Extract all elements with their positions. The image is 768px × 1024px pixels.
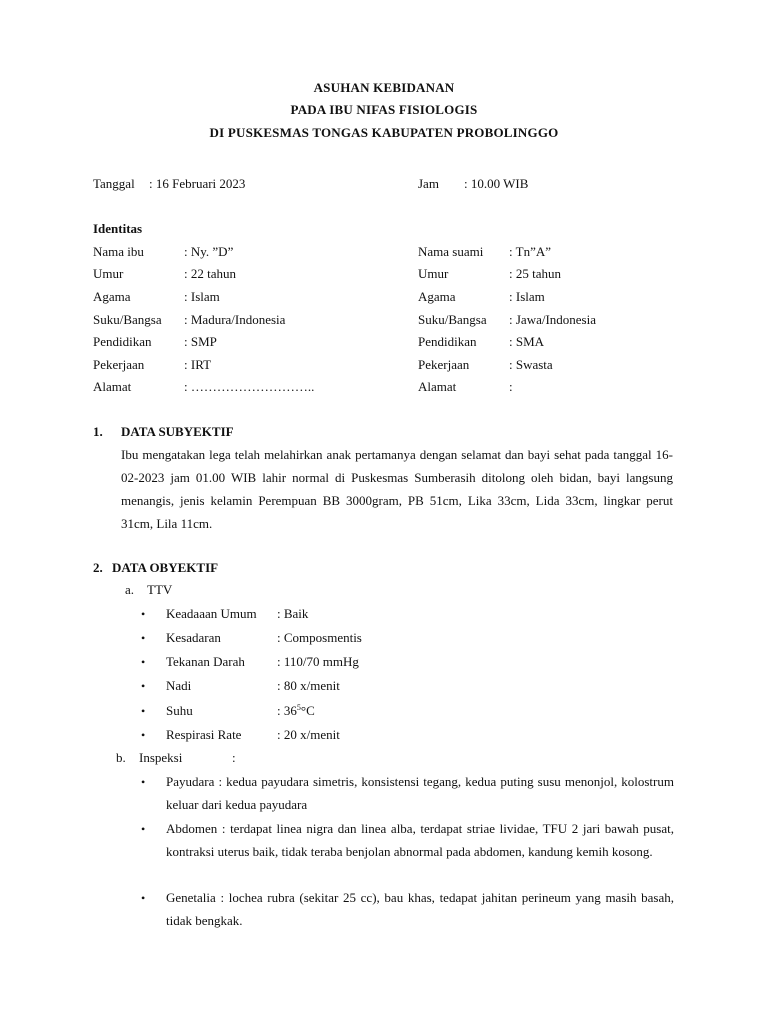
bullet-icon: • (141, 775, 146, 789)
temp-main: : 36 (277, 703, 297, 718)
ttv-title: TTV (147, 582, 173, 597)
bullet-icon: • (141, 655, 146, 669)
bullet-icon: • (141, 631, 146, 645)
time-label: Jam (418, 176, 439, 191)
husband-name-label: Nama suami (418, 244, 484, 259)
title-line-3: DI PUSKESMAS TONGAS KABUPATEN PROBOLINGGO (209, 125, 559, 140)
ttv-temperature-value (277, 703, 315, 719)
mother-education-label: Pendidikan (93, 334, 152, 349)
mother-address-label: Alamat (93, 379, 132, 394)
husband-address-value: : (509, 379, 513, 394)
bullet-icon: • (141, 822, 146, 836)
identity-title: Identitas (93, 221, 143, 236)
mother-age-label: Umur (93, 266, 124, 281)
mother-name-value: : Ny. ”D” (184, 244, 234, 259)
inspection-title: Inspeksi (139, 750, 183, 765)
bullet-icon: • (141, 704, 146, 718)
inspection-letter: b. (116, 750, 126, 765)
mother-education-value: : SMP (184, 334, 217, 349)
husband-occupation-value: : Swasta (509, 357, 553, 372)
bullet-icon: • (141, 891, 146, 905)
ttv-consciousness-value: : Composmentis (277, 630, 362, 645)
section-1-title: DATA SUBYEKTIF (121, 424, 234, 439)
mother-age-value: : 22 tahun (184, 266, 236, 281)
husband-name-value: : Tn”A” (509, 244, 551, 259)
date-value: : 16 Februari 2023 (149, 176, 246, 191)
mother-occupation-label: Pekerjaan (93, 357, 145, 372)
husband-age-value: : 25 tahun (509, 266, 561, 281)
ttv-consciousness-label: Kesadaran (166, 630, 221, 645)
ttv-letter: a. (125, 582, 135, 597)
subjective-paragraph: Ibu mengatakan lega telah melahirkan anak pertamanya dengan selamat dan bayi sehat pada tanggal 16-02-2023 jam 01.00 WIB lahir normal di Puskesmas Sumberasih ditolong oleh bidan, bayi langsung menangis, jenis kelamin Perempuan BB 3000gram, PB 51cm, Lika 33cm, Lida 33cm, lingkar perut 31cm, Lila 11cm. (121, 447, 673, 531)
ttv-blood-pressure-value: : 110/70 mmHg (277, 654, 359, 669)
title-line-2: PADA IBU NIFAS FISIOLOGIS (290, 102, 478, 117)
mother-ethnicity-value: : Madura/Indonesia (184, 312, 286, 327)
inspection-colon: : (232, 750, 236, 765)
ttv-respiration-value: : 20 x/menit (277, 727, 340, 742)
ttv-respiration-label: Respirasi Rate (166, 727, 242, 742)
section-2-number: 2. (93, 560, 103, 575)
bullet-icon: • (141, 728, 146, 742)
ttv-general-value: : Baik (277, 606, 309, 621)
inspection-breast: Payudara : kedua payudara simetris, konsistensi tegang, kedua puting susu menonjol, kolostrum keluar dari kedua payudara (166, 774, 674, 812)
mother-occupation-value: : IRT (184, 357, 212, 372)
husband-education-value: : SMA (509, 334, 545, 349)
bullet-icon: • (141, 607, 146, 621)
husband-address-label: Alamat (418, 379, 457, 394)
mother-address-value: : ……………………….. (184, 379, 315, 394)
mother-ethnicity-label: Suku/Bangsa (93, 312, 162, 327)
husband-ethnicity-value: : Jawa/Indonesia (509, 312, 597, 327)
mother-religion-value: : Islam (184, 289, 220, 304)
bullet-icon: • (141, 679, 146, 693)
title-line-1: ASUHAN KEBIDANAN (313, 80, 455, 95)
temp-decimal: 5 (296, 703, 301, 712)
time-value: : 10.00 WIB (464, 176, 529, 191)
husband-religion-label: Agama (418, 289, 456, 304)
ttv-blood-pressure-label: Tekanan Darah (166, 654, 245, 669)
ttv-pulse-label: Nadi (166, 678, 192, 693)
husband-ethnicity-label: Suku/Bangsa (418, 312, 487, 327)
ttv-general-label: Keadaaan Umum (166, 606, 257, 621)
ttv-temperature-label: Suhu (166, 703, 193, 718)
date-label: Tanggal (93, 176, 135, 191)
husband-occupation-label: Pekerjaan (418, 357, 470, 372)
temp-unit: °C (300, 703, 315, 718)
inspection-abdomen: Abdomen : terdapat linea nigra dan linea alba, terdapat striae lividae, TFU 2 jari bawah pusat, kontraksi uterus baik, tidak teraba benjolan abnormal pada abdomen, kandung kemih kosong. (166, 821, 674, 859)
section-1-number: 1. (93, 424, 103, 439)
section-2-title: DATA OBYEKTIF (112, 560, 219, 575)
husband-religion-value: : Islam (509, 289, 545, 304)
mother-name-label: Nama ibu (93, 244, 144, 259)
ttv-pulse-value: : 80 x/menit (277, 678, 340, 693)
husband-education-label: Pendidikan (418, 334, 477, 349)
husband-age-label: Umur (418, 266, 449, 281)
inspection-genitalia: Genetalia : lochea rubra (sekitar 25 cc), bau khas, tedapat jahitan perineum yang masih basah, tidak bengkak. (166, 890, 674, 928)
mother-religion-label: Agama (93, 289, 131, 304)
